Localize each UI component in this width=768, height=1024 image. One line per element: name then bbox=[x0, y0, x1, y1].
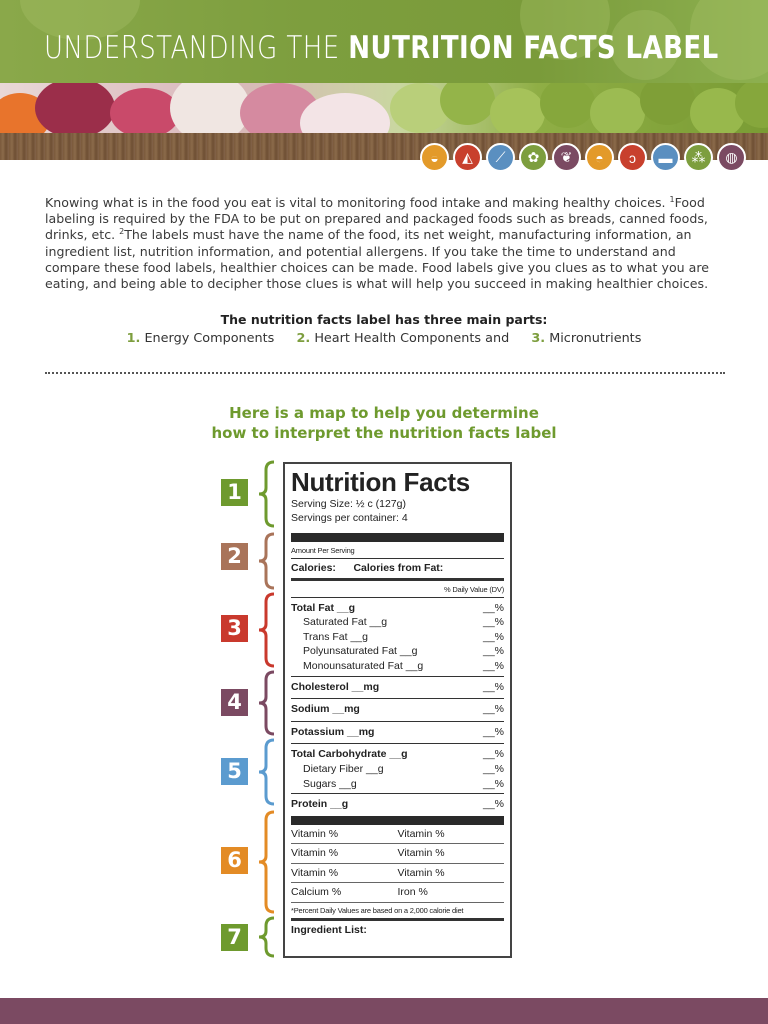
bracket-7 bbox=[259, 918, 274, 956]
protein-row bbox=[291, 797, 504, 812]
potassium-label: Potassium __mg bbox=[291, 725, 375, 738]
sugars-dv: __% bbox=[482, 777, 504, 790]
thick-divider-2 bbox=[291, 816, 504, 825]
carbohydrate-label: Total Carbohydrate __g bbox=[291, 748, 408, 761]
micronutrient-row bbox=[291, 883, 504, 903]
intro-text-1: Knowing what is in the food you eat is vital to monitoring food intake and making healthy choices. bbox=[45, 195, 670, 210]
fat-row-label: Saturated Fat __g bbox=[303, 616, 388, 629]
fat-row-label: Polyunsaturated Fat __g bbox=[303, 645, 418, 658]
micronutrient-rows bbox=[291, 825, 504, 903]
fat-row-dv: __% bbox=[482, 616, 504, 629]
footnote-ref-1: 1 bbox=[669, 195, 675, 204]
fat-row-label: Total Fat __g bbox=[291, 601, 355, 614]
fat-row bbox=[291, 615, 504, 630]
footer-band bbox=[0, 998, 768, 1024]
parts-list bbox=[0, 331, 768, 346]
calories-label: Calories: bbox=[291, 562, 336, 574]
fat-row bbox=[291, 644, 504, 659]
fat-row-dv: __% bbox=[482, 645, 504, 658]
footnote-ref-2: 2 bbox=[119, 227, 125, 237]
title-light: UNDERSTANDING THE bbox=[44, 30, 340, 66]
section-number-6: 6 bbox=[221, 847, 248, 874]
sugars-row bbox=[291, 777, 504, 792]
section-number-4: 4 bbox=[221, 689, 248, 716]
fat-row bbox=[291, 601, 504, 616]
bread-icon: ▬ bbox=[651, 143, 680, 172]
intro-text-3: The labels must have the name of the food, its net weight, manufacturing information, an ingredient list, nutrition information, and potential allergens. If you take the time to understand and compare these food labels, healthier choices can be made. Food labels give you clues as to what you are eating, and being able to decipher those clues is what will help you succeed in making healthier choices. bbox=[45, 227, 710, 292]
map-heading-line-1: Here is a map to help you determine bbox=[229, 404, 539, 422]
category-icon-row bbox=[420, 143, 746, 175]
section-number-7: 7 bbox=[221, 924, 248, 951]
ingredient-list-label: Ingredient List: bbox=[291, 923, 367, 936]
pizza-icon: ◭ bbox=[453, 143, 482, 172]
daily-value-footnote: *Percent Daily Values are based on a 2,000 calorie diet bbox=[291, 905, 464, 915]
fiber-row bbox=[291, 762, 504, 777]
header-banner bbox=[0, 0, 768, 83]
fiber-label: Dietary Fiber __g bbox=[303, 762, 384, 775]
micronutrient-cell: Vitamin % bbox=[291, 827, 339, 840]
fat-rows bbox=[291, 601, 504, 674]
part-1-label: Energy Components bbox=[144, 331, 275, 346]
micronutrient-cell: Vitamin % bbox=[291, 847, 339, 860]
label-title: Nutrition Facts bbox=[291, 467, 470, 497]
fat-row-dv: __% bbox=[482, 659, 504, 672]
section-number-1: 1 bbox=[221, 479, 248, 506]
section-brackets bbox=[256, 460, 278, 960]
part-1-number: 1. bbox=[126, 331, 141, 346]
micronutrient-cell: Vitamin % bbox=[397, 827, 445, 840]
cholesterol-row bbox=[291, 680, 504, 695]
fat-row-dv: __% bbox=[482, 601, 504, 614]
part-3-label: Micronutrients bbox=[549, 331, 642, 346]
micronutrient-row bbox=[291, 864, 504, 884]
dotted-divider bbox=[45, 372, 725, 374]
bracket-4 bbox=[259, 672, 274, 734]
section-number-2: 2 bbox=[221, 543, 248, 570]
leaf-icon: ❦ bbox=[552, 143, 581, 172]
protein-label: Protein __g bbox=[291, 798, 349, 811]
fat-row-dv: __% bbox=[482, 630, 504, 643]
pan-icon: ◍ bbox=[717, 143, 746, 172]
map-heading-line-2: how to interpret the nutrition facts label bbox=[211, 424, 557, 442]
sodium-row bbox=[291, 702, 504, 717]
carbohydrate-row bbox=[291, 747, 504, 762]
protein-dv: __% bbox=[482, 798, 504, 811]
calories-row bbox=[291, 561, 504, 576]
micronutrient-cell: Calcium % bbox=[291, 886, 342, 899]
soup-icon: ◓ bbox=[585, 143, 614, 172]
carbohydrate-dv: __% bbox=[482, 748, 504, 761]
title-bold: NUTRITION FACTS LABEL bbox=[348, 30, 719, 66]
produce-photo-strip bbox=[0, 83, 768, 133]
bracket-5 bbox=[259, 740, 274, 804]
bracket-2 bbox=[259, 534, 274, 588]
bracket-3 bbox=[259, 594, 274, 666]
calories-from-fat-label: Calories from Fat: bbox=[353, 562, 444, 574]
bracket-6 bbox=[259, 812, 274, 912]
map-heading bbox=[0, 403, 768, 443]
part-2-number: 2. bbox=[296, 331, 311, 346]
potassium-row bbox=[291, 725, 504, 740]
potassium-dv: __% bbox=[482, 725, 504, 738]
pepper-icon: ↄ bbox=[618, 143, 647, 172]
sodium-label: Sodium __mg bbox=[291, 703, 360, 716]
serving-size: Serving Size: ½ c (127g) bbox=[291, 498, 406, 510]
micronutrient-cell: Vitamin % bbox=[397, 866, 445, 879]
micronutrient-cell: Vitamin % bbox=[291, 866, 339, 879]
fat-row bbox=[291, 630, 504, 645]
servings-per-container: Servings per container: 4 bbox=[291, 511, 408, 524]
bracket-1 bbox=[259, 462, 274, 526]
berry-icon: ⁂ bbox=[684, 143, 713, 172]
part-3-number: 3. bbox=[531, 331, 546, 346]
micronutrient-row bbox=[291, 825, 504, 845]
amount-per-serving: Amount Per Serving bbox=[291, 546, 355, 555]
section-number-3: 3 bbox=[221, 615, 248, 642]
cholesterol-dv: __% bbox=[482, 680, 504, 693]
sodium-dv: __% bbox=[482, 703, 504, 716]
fiber-dv: __% bbox=[482, 762, 504, 775]
micronutrient-cell: Iron % bbox=[397, 886, 428, 899]
section-number-5: 5 bbox=[221, 758, 248, 785]
micronutrient-row bbox=[291, 844, 504, 864]
thick-divider bbox=[291, 533, 504, 542]
bowl-icon: ◒ bbox=[420, 143, 449, 172]
nutrition-facts-label bbox=[283, 462, 512, 958]
daily-value-header: % Daily Value (DV) bbox=[443, 584, 504, 594]
part-2-label: Heart Health Components and bbox=[314, 331, 510, 346]
fat-row bbox=[291, 659, 504, 674]
micronutrient-cell: Vitamin % bbox=[397, 847, 445, 860]
intro-text-2: Food labeling is required by the FDA to be put on prepared and packaged foods such as breads, canned foods, drinks, etc. bbox=[45, 195, 708, 243]
page-title bbox=[44, 30, 719, 66]
flower-icon: ✿ bbox=[519, 143, 548, 172]
fat-row-label: Trans Fat __g bbox=[303, 630, 368, 643]
fat-row-label: Monounsaturated Fat __g bbox=[303, 659, 424, 672]
carrot-icon: ⟋ bbox=[486, 143, 515, 172]
intro-paragraph bbox=[45, 195, 725, 292]
parts-heading: The nutrition facts label has three main parts: bbox=[220, 312, 548, 327]
sugars-label: Sugars __g bbox=[303, 777, 357, 790]
cholesterol-label: Cholesterol __mg bbox=[291, 680, 380, 693]
